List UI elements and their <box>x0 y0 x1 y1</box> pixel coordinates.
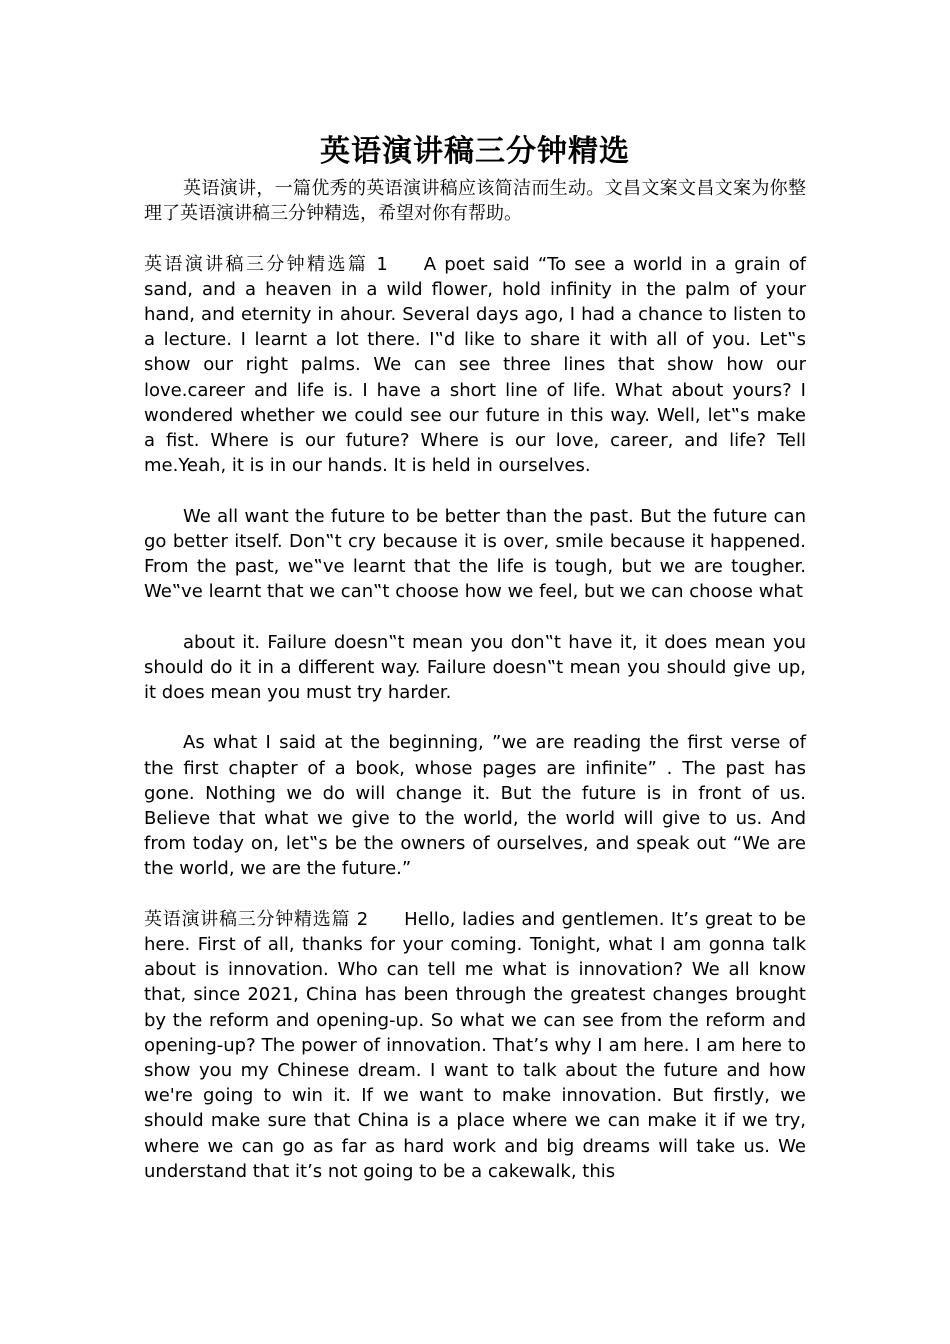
section-2-heading: 英语演讲稿三分钟精选篇 2 <box>144 908 369 930</box>
section-1-paragraph-3: about it. Failure doesn‟t mean you don‟t have it, it does mean you should do it in a different way. Failure doesn‟t mean you should give up, it does mean you must try harder. <box>144 631 806 704</box>
page-title: 英语演讲稿三分钟精选 <box>320 134 630 169</box>
document-body <box>144 132 806 1209</box>
section-1-paragraph-4: As what I said at the beginning, ”we are reading the first verse of the first chapter of a book, whose pages are infinite” . The past has gone. Nothing we do will change it. But the future is in front of us. Believe that what we give to the world, the world will give to us. And from today on, let‟s be the owners of ourselves, and speak out “We are the world, we are the future.” <box>144 732 806 880</box>
intro-paragraph: 英语演讲，一篇优秀的英语演讲稿应该简洁而生动。文昌文案文昌文案为你整理了英语演讲稿三分钟精选，希望对你有帮助。 <box>144 178 806 225</box>
section-2-text-1: Hello, ladies and gentlemen. It’s great to be here. First of all, thanks for your coming. Tonight, what I am gonna talk about is innovation. Who can tell me what is innovation? We all know that, since 2021, China has been through the greatest changes brought by the reform and opening-up. So what we can see from the reform and opening-up? The power of innovation. That’s why I am here. I am here to show you my Chinese dream. I want to talk about the future and how we're going to win it. If we want to make innovation. But firstly, we should make sure that China is a place where we can make it if we try, where we can go as far as hard work and big dreams will take us. We understand that it’s not going to be a cakewalk, this <box>144 908 806 1182</box>
section-1-heading: 英语演讲稿三分钟精选篇 1 <box>144 253 388 275</box>
section-1-paragraph-2: We all want the future to be better than the past. But the future can go better itself. Don‟t cry because it is over, smile because it happened. From the past, we‟ve learnt that the life is tough, but we are tougher. We‟ve learnt that we can‟t choose how we feel, but we can choose what <box>144 505 806 603</box>
section-1-text-1: A poet said “To see a world in a grain of sand, and a heaven in a wild flower, hold infinity in the palm of your hand, and eternity in ahour. Several days ago, I had a chance to listen to a lecture. I learnt a lot there. I‟d like to share it with all of you. Let‟s show our right palms. We can see three lines that show how our love.career and life is. I have a short line of life. What about yours? I wondered whether we could see our future in this way. Well, let‟s make a fist. Where is our future? Where is our love, career, and life? Tell me.Yeah, it is in our hands. It is held in ourselves. <box>144 253 806 477</box>
section-2-paragraph-1 <box>144 907 806 1184</box>
section-1-paragraph-1 <box>144 252 806 479</box>
